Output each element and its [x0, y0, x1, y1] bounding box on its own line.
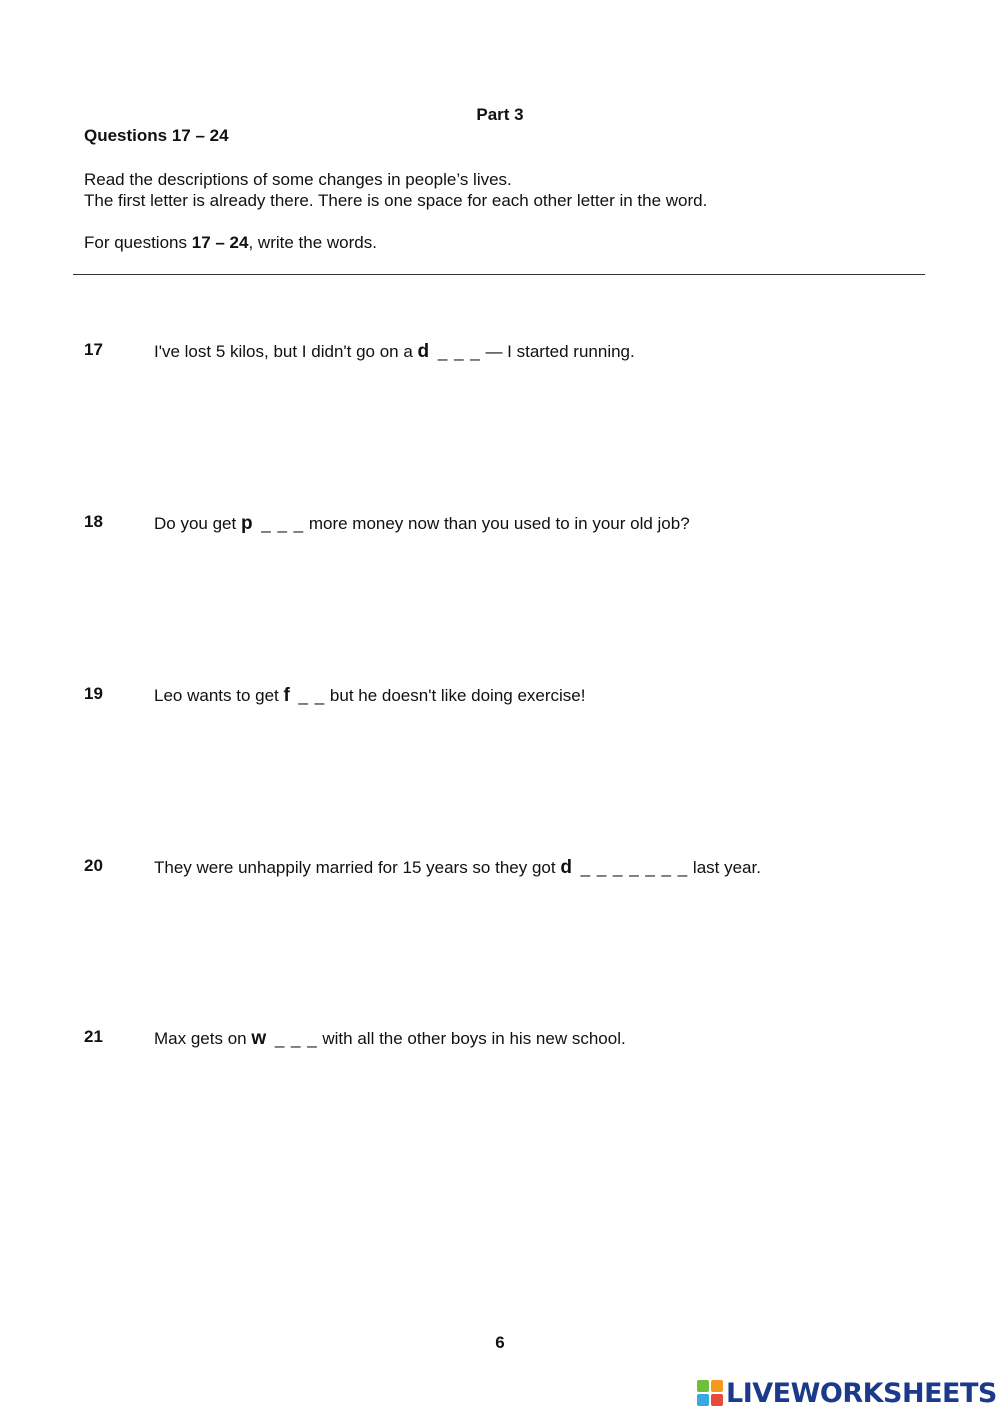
question-text [154, 1028, 626, 1050]
header-divider [73, 274, 925, 275]
question-number: 18 [84, 512, 103, 531]
question-number: 21 [84, 1027, 103, 1046]
for-prefix: For questions [84, 233, 192, 252]
instructions [84, 169, 707, 211]
text-before: Do you get [154, 514, 241, 533]
instruction-line-2: The first letter is already there. There is one space for each other letter in the word. [84, 191, 708, 210]
section-heading: Questions 17 – 24 [84, 126, 229, 145]
question-text [154, 513, 690, 535]
answer-blanks[interactable]: _ _ _ [261, 514, 305, 533]
question-number: 17 [84, 340, 103, 359]
text-before: Max gets on [154, 1029, 252, 1048]
for-suffix: , write the words. [248, 233, 377, 252]
first-letter: d [560, 857, 572, 878]
question-text [154, 857, 761, 879]
for-questions-instruction [84, 233, 377, 253]
question-text [154, 685, 585, 707]
answer-blanks[interactable]: _ _ _ _ _ _ _ [580, 858, 689, 877]
text-after: last year. [688, 858, 761, 877]
text-after: but he doesn't like doing exercise! [325, 686, 586, 705]
logo-text: LIVEWORKSHEETS [726, 1377, 997, 1409]
answer-blanks[interactable]: _ _ _ [274, 1029, 318, 1048]
text-after: more money now than you used to in your old job? [304, 514, 690, 533]
text-after: with all the other boys in his new school. [317, 1029, 626, 1048]
logo-square-orange [711, 1380, 723, 1392]
logo-square-red [711, 1394, 723, 1406]
answer-blanks[interactable]: _ _ [298, 686, 326, 705]
question-text [154, 341, 635, 363]
question-number: 20 [84, 856, 103, 875]
question-number: 19 [84, 684, 103, 703]
text-before: I've lost 5 kilos, but I didn't go on a [154, 342, 418, 361]
text-after: — I started running. [485, 342, 635, 361]
first-letter: w [251, 1028, 267, 1049]
liveworksheets-logo[interactable] [697, 1379, 997, 1407]
first-letter: p [240, 513, 253, 534]
first-letter: d [417, 341, 430, 362]
instruction-line-1: Read the descriptions of some changes in people’s lives. [84, 170, 512, 189]
text-before: Leo wants to get [154, 686, 284, 705]
answer-blanks[interactable]: _ _ _ [437, 342, 481, 361]
page-number: 6 [495, 1333, 505, 1352]
text-before: They were unhappily married for 15 years so they got [154, 858, 561, 877]
for-range: 17 – 24 [191, 233, 249, 252]
part-title: Part 3 [476, 105, 524, 124]
logo-square-green [697, 1380, 709, 1392]
first-letter: f [283, 685, 290, 706]
logo-square-lightblue [697, 1394, 709, 1406]
liveworksheets-logo-icon [697, 1380, 723, 1406]
